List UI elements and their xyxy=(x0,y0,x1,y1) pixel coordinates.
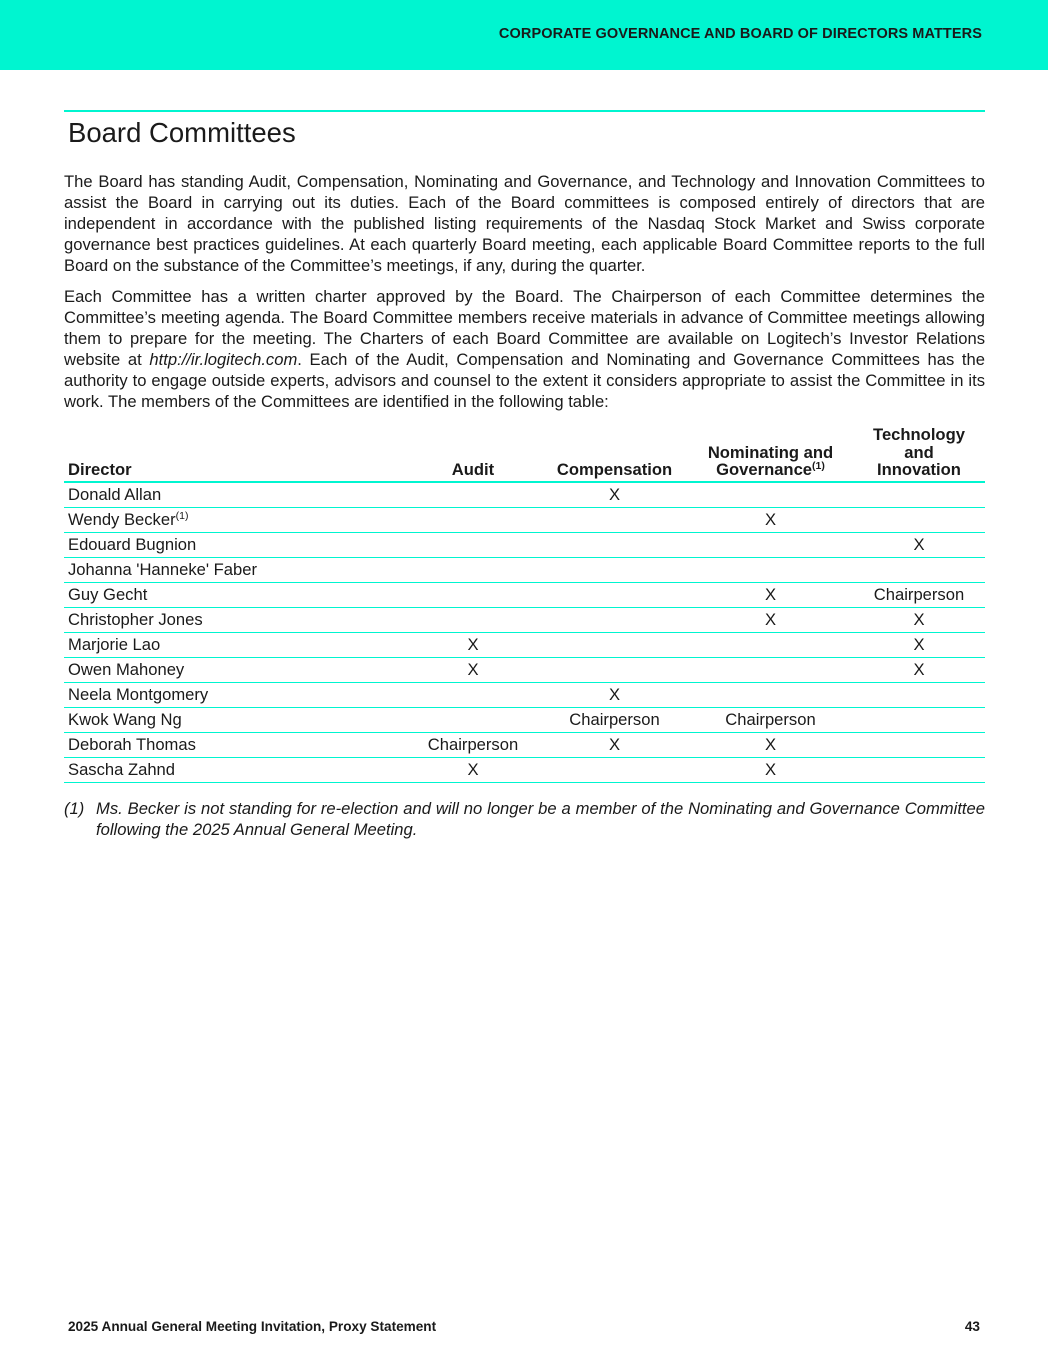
footnote-text: Ms. Becker is not standing for re-election and will no longer be a member of the Nominating and Governance Committee following the 2025 Annual General Meeting. xyxy=(96,798,985,839)
table-row xyxy=(64,557,985,582)
table-row xyxy=(64,507,985,532)
director-name: Sascha Zahnd xyxy=(64,757,405,782)
page-title: Board Committees xyxy=(68,117,296,148)
technology-cell xyxy=(853,507,985,532)
nominating-cell xyxy=(688,682,853,707)
audit-cell: X xyxy=(405,657,541,682)
header-director: Director xyxy=(64,426,405,482)
compensation-cell xyxy=(541,607,688,632)
audit-cell: X xyxy=(405,632,541,657)
audit-cell xyxy=(405,532,541,557)
footnote-ref: (1) xyxy=(175,509,189,522)
compensation-cell: X xyxy=(541,732,688,757)
nominating-cell xyxy=(688,482,853,508)
table-row xyxy=(64,582,985,607)
director-name: Wendy Becker$^{(1)}$ xyxy=(64,507,405,532)
director-name: Guy Gecht xyxy=(64,582,405,607)
director-name: Edouard Bugnion xyxy=(64,532,405,557)
title-divider xyxy=(64,110,985,112)
director-name: Neela Montgomery xyxy=(64,682,405,707)
nominating-cell: X xyxy=(688,582,853,607)
header-technology-innovation: Technology and Innovation xyxy=(853,426,985,482)
compensation-cell xyxy=(541,532,688,557)
audit-cell xyxy=(405,607,541,632)
director-name: Johanna 'Hanneke' Faber xyxy=(64,557,405,582)
compensation-cell xyxy=(541,507,688,532)
audit-cell xyxy=(405,707,541,732)
footnote xyxy=(64,798,985,840)
table-row xyxy=(64,607,985,632)
technology-cell: X xyxy=(853,632,985,657)
table-body xyxy=(64,482,985,783)
technology-cell: X xyxy=(853,657,985,682)
header-compensation: Compensation xyxy=(541,426,688,482)
technology-cell xyxy=(853,732,985,757)
nominating-cell: X xyxy=(688,507,853,532)
technology-cell xyxy=(853,707,985,732)
table-row xyxy=(64,707,985,732)
director-name: Deborah Thomas xyxy=(64,732,405,757)
table-row xyxy=(64,657,985,682)
director-name: Marjorie Lao xyxy=(64,632,405,657)
header-audit: Audit xyxy=(405,426,541,482)
director-name: Owen Mahoney xyxy=(64,657,405,682)
nominating-cell: X xyxy=(688,732,853,757)
charter-text-end: . Each of the Audit, Compensation and Nominating and Governance Committees has the authority to engage outside experts, advisors and counsel to the extent it considers appropriate to assist the Committee in its work. The members of the Committees are identified in the following table: xyxy=(64,350,985,411)
nominating-cell xyxy=(688,532,853,557)
page-number: 43 xyxy=(964,1319,980,1334)
nominating-cell: X xyxy=(688,607,853,632)
compensation-cell xyxy=(541,582,688,607)
table-row xyxy=(64,682,985,707)
table-row xyxy=(64,732,985,757)
header-nominating-governance: Nominating and Governance$^{(1)}$ xyxy=(688,426,853,482)
footnote-ref: (1) xyxy=(812,460,825,472)
audit-cell xyxy=(405,507,541,532)
table-row xyxy=(64,532,985,557)
nominating-cell xyxy=(688,557,853,582)
audit-cell xyxy=(405,482,541,508)
compensation-cell xyxy=(541,757,688,782)
nominating-cell xyxy=(688,657,853,682)
investor-relations-link[interactable]: http://ir.logitech.com xyxy=(149,350,298,369)
audit-cell xyxy=(405,682,541,707)
director-name: Kwok Wang Ng xyxy=(64,707,405,732)
audit-cell xyxy=(405,557,541,582)
audit-cell: X xyxy=(405,757,541,782)
charter-text-start: Each Committee has a written charter approved by the Board. The Chairperson of each Committee determines the Committee’s meeting agenda. The Board Committee members receive materials in advance of Committee meetings allowing them to prepare for the meeting. The Charters of each Board Committee are available on Logitech’s Investor Relations website at xyxy=(64,287,985,369)
technology-cell xyxy=(853,557,985,582)
technology-cell: X xyxy=(853,607,985,632)
table-header-row xyxy=(64,426,985,482)
director-name: Christopher Jones xyxy=(64,607,405,632)
main-content xyxy=(64,110,985,840)
technology-cell xyxy=(853,482,985,508)
technology-cell xyxy=(853,757,985,782)
technology-cell: Chairperson xyxy=(853,582,985,607)
audit-cell xyxy=(405,582,541,607)
nominating-cell xyxy=(688,632,853,657)
table-row xyxy=(64,632,985,657)
committee-membership-table xyxy=(64,426,985,783)
charter-paragraph xyxy=(64,286,985,412)
intro-paragraph: The Board has standing Audit, Compensation, Nominating and Governance, and Technology and Innovation Committees to assist the Board in carrying out its duties. Each of the Board committees is composed entirely of directors that are independent in accordance with the published listing requirements of the Nasdaq Stock Market and Swiss corporate governance best practices guidelines. At each quarterly Board meeting, each applicable Board Committee reports to the full Board on the substance of the Committee’s meetings, if any, during the quarter. xyxy=(64,172,985,275)
audit-cell: Chairperson xyxy=(405,732,541,757)
compensation-cell xyxy=(541,557,688,582)
nominating-cell: Chairperson xyxy=(688,707,853,732)
footer-document-title: 2025 Annual General Meeting Invitation, Proxy Statement xyxy=(68,1319,437,1334)
header-band xyxy=(0,0,1048,70)
table-row xyxy=(64,482,985,508)
compensation-cell: X xyxy=(541,482,688,508)
compensation-cell: X xyxy=(541,682,688,707)
compensation-cell: Chairperson xyxy=(541,707,688,732)
technology-cell xyxy=(853,682,985,707)
compensation-cell xyxy=(541,632,688,657)
nominating-cell: X xyxy=(688,757,853,782)
table-row xyxy=(64,757,985,782)
technology-cell: X xyxy=(853,532,985,557)
director-name: Donald Allan xyxy=(64,482,405,508)
section-label: CORPORATE GOVERNANCE AND BOARD OF DIRECTORS MATTERS xyxy=(498,26,982,42)
compensation-cell xyxy=(541,657,688,682)
footnote-marker: (1) xyxy=(64,798,85,818)
